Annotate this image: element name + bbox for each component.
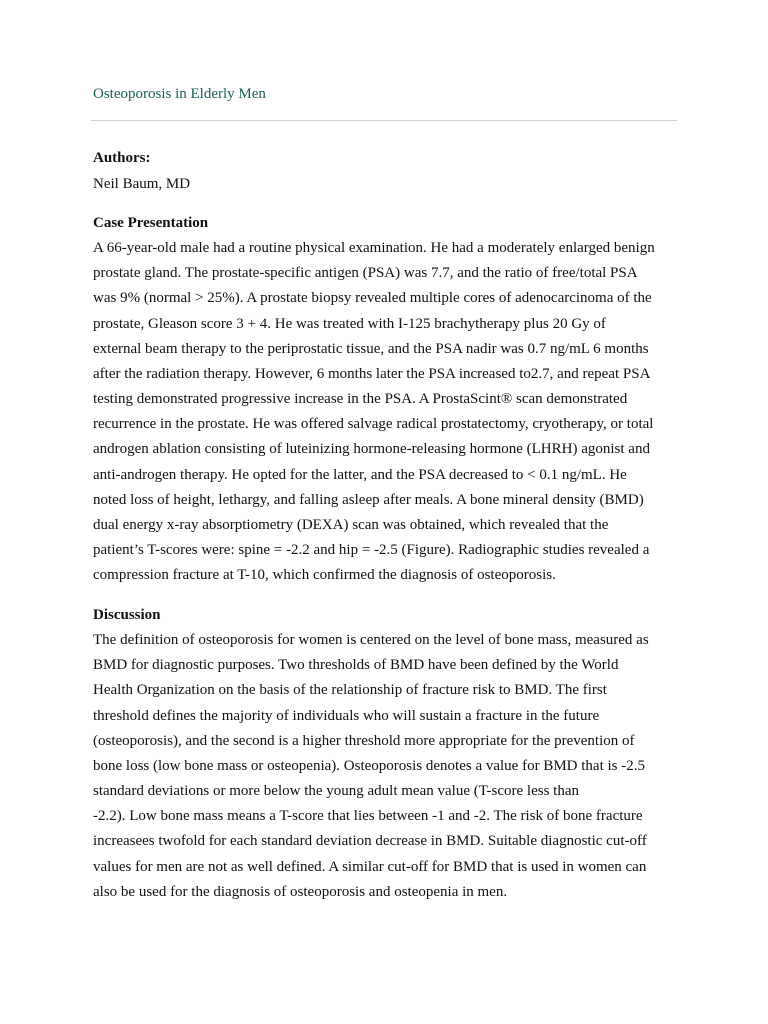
discussion-line: values for men are not as well defined. A similar cut-off for BMD that is used in women can xyxy=(93,859,647,875)
discussion-line: BMD for diagnostic purposes. Two thresholds of BMD have been defined by the World xyxy=(93,657,619,673)
case-line: noted loss of height, lethargy, and falling asleep after meals. A bone mineral density (BMD) xyxy=(93,492,644,508)
case-line: dual energy x-ray absorptiometry (DEXA) scan was obtained, which revealed that the xyxy=(93,517,609,533)
discussion-line: The definition of osteoporosis for women is centered on the level of bone mass, measured as xyxy=(93,632,649,648)
case-line: A 66-year-old male had a routine physical examination. He had a moderately enlarged benign xyxy=(93,240,655,256)
document-title: Osteoporosis in Elderly Men xyxy=(93,86,266,102)
case-line: external beam therapy to the periprostatic tissue, and the PSA nadir was 0.7 ng/mL 6 months xyxy=(93,341,649,357)
case-line: compression fracture at T-10, which confirmed the diagnosis of osteoporosis. xyxy=(93,567,556,583)
discussion-line: increasees twofold for each standard deviation decrease in BMD. Suitable diagnostic cut-off xyxy=(93,833,647,849)
case-line: after the radiation therapy. However, 6 months later the PSA increased to2.7, and repeat PSA xyxy=(93,366,651,382)
case-line: recurrence in the prostate. He was offered salvage radical prostatectomy, cryotherapy, or total xyxy=(93,416,654,432)
discussion-heading: Discussion xyxy=(93,607,161,623)
discussion-line: Health Organization on the basis of the relationship of fracture risk to BMD. The first xyxy=(93,682,607,698)
case-line: testing demonstrated progressive increase in the PSA. A ProstaScint® scan demonstrated xyxy=(93,391,628,407)
case-line: anti-androgen therapy. He opted for the latter, and the PSA decreased to < 0.1 ng/mL. He xyxy=(93,467,627,483)
discussion-line: (osteoporosis), and the second is a higher threshold more appropriate for the prevention of xyxy=(93,733,635,749)
case-presentation-heading: Case Presentation xyxy=(93,215,209,231)
discussion-line: also be used for the diagnosis of osteoporosis and osteopenia in men. xyxy=(93,884,508,900)
discussion-line: standard deviations or more below the young adult mean value (T-score less than xyxy=(93,783,579,799)
discussion-line: threshold defines the majority of individuals who will sustain a fracture in the future xyxy=(93,708,600,724)
case-line: patient’s T-scores were: spine = -2.2 and hip = -2.5 (Figure). Radiographic studies revealed a xyxy=(93,542,650,558)
case-line: androgen ablation consisting of luteinizing hormone-releasing hormone (LHRH) agonist and xyxy=(93,441,650,457)
discussion-line: -2.2). Low bone mass means a T-score that lies between -1 and -2. The risk of bone fracture xyxy=(93,808,643,824)
case-line: was 9% (normal > 25%). A prostate biopsy revealed multiple cores of adenocarcinoma of the xyxy=(93,290,652,306)
case-line: prostate, Gleason score 3 + 4. He was treated with I-125 brachytherapy plus 20 Gy of xyxy=(93,316,606,332)
authors-heading: Authors: xyxy=(93,150,151,166)
authors-text: Neil Baum, MD xyxy=(93,176,191,192)
discussion-line: bone loss (low bone mass or osteopenia). Osteoporosis denotes a value for BMD that is -2.5 xyxy=(93,758,645,774)
case-line: prostate gland. The prostate-specific antigen (PSA) was 7.7, and the ratio of free/total PSA xyxy=(93,265,638,281)
title-divider xyxy=(91,120,677,121)
